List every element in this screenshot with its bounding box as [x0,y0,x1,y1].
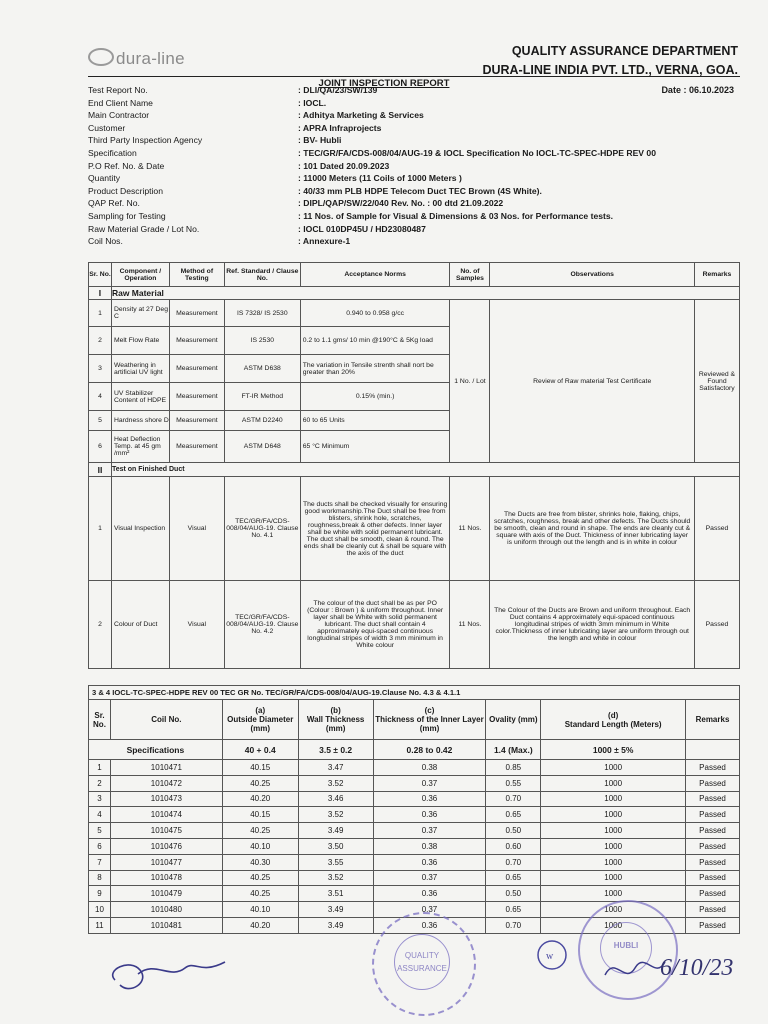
cell: 40 + 0.4 [222,740,298,760]
cell: 0.85 [486,760,541,776]
cell: 4 [89,807,111,823]
report-title: JOINT INSPECTION REPORT [318,78,450,89]
cell: 0.36 [373,854,486,870]
cell: 0.36 [373,917,486,933]
cell: IS 7328/ IS 2530 [224,300,300,327]
cell: IS 2530 [224,327,300,355]
cell: Visual Inspection [111,477,169,581]
info-value: : Annexure-1 [298,236,351,247]
col-header: Observations [490,263,695,287]
info-label: Test Report No. [88,85,148,95]
cell: Hardness shore D [111,411,169,431]
cell: 1 [89,300,112,327]
cell: ASTM D648 [224,431,300,463]
cell: 1000 [541,775,686,791]
cell: 6 [89,838,111,854]
table-row [89,807,740,823]
cell: Heat Deflection Temp. at 45 gm /mm² [111,431,169,463]
cell: 0.37 [373,823,486,839]
section-title: Test on Finished Duct [111,463,739,477]
info-value: : BV- Hubli [298,135,342,146]
cell: 40.10 [222,902,298,918]
cell: 0.38 [373,760,486,776]
cell: 0.70 [486,917,541,933]
section-number: I [89,287,112,300]
cell: 5 [89,823,111,839]
cell: 3.49 [298,823,373,839]
company-logo: dura-line [88,48,185,69]
cell: 0.37 [373,775,486,791]
cell: 0.36 [373,791,486,807]
cell: 11 [89,917,111,933]
info-label: Main Contractor [88,110,150,121]
col-header: Sr. No. [89,700,111,740]
cell: 1000 [541,760,686,776]
cell: 8 [89,870,111,886]
cell: Measurement [169,411,224,431]
col-header: Remarks [694,263,739,287]
cell: 0.60 [486,838,541,854]
info-value: : 40/33 mm PLB HDPE Telecom Duct TEC Brown (4S White). [298,185,542,196]
cell: Melt Flow Rate [111,327,169,355]
col-header: Remarks [686,700,740,740]
col-header: (b) Wall Thickness (mm) [298,700,373,740]
table-header-row [89,700,740,740]
cell: 10 [89,902,111,918]
cell: Colour of Duct [111,581,169,669]
info-label: Raw Material Grade / Lot No. [88,223,200,234]
cell: 0.36 [373,807,486,823]
cell: 0.28 to 0.42 [373,740,486,760]
table-row [89,300,740,327]
cell: Specifications [89,740,223,760]
cell: 1010479 [110,886,222,902]
cell: ASTM D638 [224,355,300,383]
cell: 3 [89,355,112,383]
cell: 7 [89,854,111,870]
table-row [89,823,740,839]
signature-date: 6/10/23 [660,955,734,981]
cell: Weathering in artificial UV light [111,355,169,383]
table-row [89,838,740,854]
cell: 1000 [541,807,686,823]
cell: 40.30 [222,854,298,870]
cell: 1 [89,477,112,581]
cell: 11 Nos. [450,477,490,581]
cell: Reviewed & Found Satisfactory [694,300,739,463]
info-row [88,147,740,160]
info-value: : IOCL. [298,97,327,108]
cell: 40.15 [222,760,298,776]
cell: 3.49 [298,902,373,918]
cell: 1010481 [110,917,222,933]
cell: Measurement [169,300,224,327]
cell: 0.2 to 1.1 gms/ 10 min @190°C & 5Kg load [300,327,450,355]
cell: Passed [686,902,740,918]
cell: 0.37 [373,870,486,886]
cell: 9 [89,886,111,902]
cell: 1000 [541,838,686,854]
cell: The variation in Tensile strenth shall nort be greater than 20% [300,355,450,383]
cell [686,740,740,760]
col-header: Acceptance Norms [300,263,450,287]
info-row [88,109,740,122]
cell: 4 [89,383,112,411]
cell: 3.49 [298,917,373,933]
cell: 0.65 [486,870,541,886]
svg-text:w: w [546,951,554,962]
info-label: Product Description [88,185,163,196]
cell: Measurement [169,383,224,411]
header-divider [88,76,740,77]
report-info [88,84,740,248]
table-row [89,886,740,902]
cell: 3.52 [298,870,373,886]
table-row [89,870,740,886]
col-header: Method of Testing [169,263,224,287]
cell: 1010477 [110,854,222,870]
col-header: (c) Thickness of the Inner Layer (mm) [373,700,486,740]
info-row [88,134,740,147]
cell: Passed [686,917,740,933]
cell: 65 °C Minimum [300,431,450,463]
info-value: : 11000 Meters (11 Coils of 1000 Meters ) [298,173,462,184]
info-label: Sampling for Testing [88,210,166,221]
cell: 5 [89,411,112,431]
cell: Passed [694,581,739,669]
dept-line-2: DURA-LINE INDIA PVT. LTD., VERNA, GOA. [482,63,738,77]
info-label: QAP Ref. No. [88,198,140,209]
dura-line-logo-icon [88,48,114,66]
cell: Measurement [169,327,224,355]
clause-reference: 3 & 4 IOCL-TC-SPEC-HDPE REV 00 TEC GR No. TEC/GR/FA/CDS-008/04/AUG-19.Clause No. 4.3 & 4.1.1 [88,685,740,699]
cell: 0.70 [486,791,541,807]
cell: 1010471 [110,760,222,776]
cell: 1000 [541,823,686,839]
cell: 1010475 [110,823,222,839]
info-label: Quantity [88,173,121,184]
col-header: No. of Samples [450,263,490,287]
cell: 3.5 ± 0.2 [298,740,373,760]
cell: Density at 27 Deg C [111,300,169,327]
section-row [89,463,740,477]
section-row [89,287,740,300]
cell: 3 [89,791,111,807]
cell: The colour of the duct shall be as per PO (Colour : Brown ) & uniform throughout. Inner layer shall be White with solid permanent lubricant. The duct shall contain 4 approximately equi-spaced continuous longtudinal stripes of width 3 mm minimum in White colour [300,581,450,669]
cell: 40.20 [222,917,298,933]
cell: 1000 [541,854,686,870]
cell: UV Stabilizer Content of HDPE [111,383,169,411]
bureau-veritas-stamp: HUBLI [578,900,678,1000]
cell: 0.940 to 0.958 g/cc [300,300,450,327]
cell: Passed [686,760,740,776]
cell: 1000 [541,917,686,933]
info-label: Specification [88,147,137,158]
quality-assurance-stamp: QUALITY ASSURANCE [372,912,476,1016]
cell: The Ducts are free from blister, shrinks hole, flaking, chips, scratches, roughness, break and other defects. The Ducts should be smooth, clean and round in shape. The ends are cleanly cut & square with axis of the Duct. Thickness of inner lubricating layer is uniform through out the length and is in white in colour [490,477,695,581]
cell: 1000 [541,886,686,902]
cell: 0.37 [373,902,486,918]
info-value: : Adhitya Marketing & Services [298,110,424,121]
info-row [88,160,740,173]
cell: 1010473 [110,791,222,807]
cell: 1 [89,760,111,776]
cell: 0.70 [486,854,541,870]
cell: Passed [686,807,740,823]
table-row [89,477,740,581]
dimension-table [88,699,740,934]
info-label: Third Party Inspection Agency [88,135,203,146]
info-row [88,97,740,110]
cell: The Colour of the Ducts are Brown and uniform throughout. Each Duct contains 4 approximately equi-spaced continuous longitudinal stripes of width 3mm minimum in White color.Thickness of inner lubricating layer are uniform through out the length and white in colour [490,581,695,669]
info-row [88,172,740,185]
table-row [89,854,740,870]
cell: Passed [686,870,740,886]
info-value: : IOCL 010DP45U / HD23080487 [298,223,426,234]
section-number: II [89,463,112,477]
cell: Passed [686,854,740,870]
col-header: (d) Standard Length (Meters) [541,700,686,740]
cell: Visual [169,581,224,669]
info-label: P.O Ref. No. & Date [88,160,165,171]
cell: 1000 ± 5% [541,740,686,760]
table-row [89,581,740,669]
cell: 1010480 [110,902,222,918]
cell: Passed [686,791,740,807]
info-value: : APRA Infraprojects [298,122,382,133]
cell: 1010474 [110,807,222,823]
info-row [88,235,740,248]
info-value: : DIPL/QAP/SW/22/040 Rev. No. : 00 dtd 21.09.2022 [298,198,504,209]
cell: Passed [694,477,739,581]
col-header: Coil No. [110,700,222,740]
info-value: : 11 Nos. of Sample for Visual & Dimensions & 03 Nos. for Performance tests. [298,210,614,221]
cell: 3.52 [298,807,373,823]
cell: 1000 [541,870,686,886]
cell: FT-IR Method [224,383,300,411]
cell: 0.38 [373,838,486,854]
cell: 3.46 [298,791,373,807]
cell: 1010476 [110,838,222,854]
cell: Passed [686,838,740,854]
cell: 0.65 [486,902,541,918]
cell: Passed [686,886,740,902]
info-row [88,210,740,223]
cell: 60 to 65 Units [300,411,450,431]
cell: Passed [686,823,740,839]
cell: 0.50 [486,886,541,902]
cell: The ducts shall be checked visually for ensuring good workmanship.The Duct shall be free from blisters, shrink hole, scratches, roughness,break & other defects. Inner layer shall be white with solid permanent lubricant. The duct shall be smooth, clean & round. The ends shall be cleanly cut & shall be square with the axis of the duct [300,477,450,581]
section-title: Raw Material [111,287,739,300]
info-row [88,122,740,135]
table-row [89,775,740,791]
report-date: Date : 06.10.2023 [661,85,734,95]
cell: 2 [89,327,112,355]
info-label: End Client Name [88,97,153,108]
cell: 40.25 [222,886,298,902]
cell: 6 [89,431,112,463]
table-row [89,760,740,776]
cell: 2 [89,775,111,791]
cell: 40.25 [222,775,298,791]
cell: 0.15% (min.) [300,383,450,411]
cell: Review of Raw material Test Certificate [490,300,695,463]
table-row [89,791,740,807]
department-header [482,42,738,80]
cell: 1010478 [110,870,222,886]
cell: 1000 [541,791,686,807]
info-row [88,223,740,236]
col-header: Ref. Standard / Clause No. [224,263,300,287]
cell: 40.25 [222,823,298,839]
cell: 3.55 [298,854,373,870]
cell: 3.50 [298,838,373,854]
cell: 1010472 [110,775,222,791]
cell: 40.20 [222,791,298,807]
info-value: : 101 Dated 20.09.2023 [298,160,390,171]
cell: 2 [89,581,112,669]
inspector-signature [100,940,240,1000]
cell: Measurement [169,355,224,383]
col-header: Component / Operation [111,263,169,287]
cell: 3.52 [298,775,373,791]
cell: ASTM D2240 [224,411,300,431]
cell: TEC/GR/FA/CDS-008/04/AUG-19. Clause No. 4.1 [224,477,300,581]
cell: 40.15 [222,807,298,823]
cell: Passed [686,775,740,791]
dept-line-1: QUALITY ASSURANCE DEPARTMENT [511,44,738,58]
spec-row [89,740,740,760]
cell: 3.51 [298,886,373,902]
cell: TEC/GR/FA/CDS-008/04/AUG-19. Clause No. 4.2 [224,581,300,669]
col-header: Ovality (mm) [486,700,541,740]
cell: 1000 [541,902,686,918]
initial-mark [532,935,572,975]
info-row [88,84,740,97]
cell: 0.50 [486,823,541,839]
cell: 11 Nos. [450,581,490,669]
cell: 1.4 (Max.) [486,740,541,760]
info-value: : DLI/QA/23/SW/139 [298,85,378,95]
info-row [88,185,740,198]
col-header: (a) Outside Diameter (mm) [222,700,298,740]
info-row [88,197,740,210]
info-label: Coil Nos. [88,236,123,247]
cell: 3.47 [298,760,373,776]
cell: Visual [169,477,224,581]
cell: 0.55 [486,775,541,791]
cell: 1 No. / Lot [450,300,490,463]
col-header: Sr. No. [89,263,112,287]
cell: 40.10 [222,838,298,854]
info-label: Customer [88,122,126,133]
inspection-table [88,262,740,669]
cell: 0.65 [486,807,541,823]
cell: 0.36 [373,886,486,902]
cell: Measurement [169,431,224,463]
cell: 40.25 [222,870,298,886]
info-value: : TEC/GR/FA/CDS-008/04/AUG-19 & IOCL Specification No IOCL-TC-SPEC-HDPE REV 00 [298,147,656,158]
table-header-row [89,263,740,287]
